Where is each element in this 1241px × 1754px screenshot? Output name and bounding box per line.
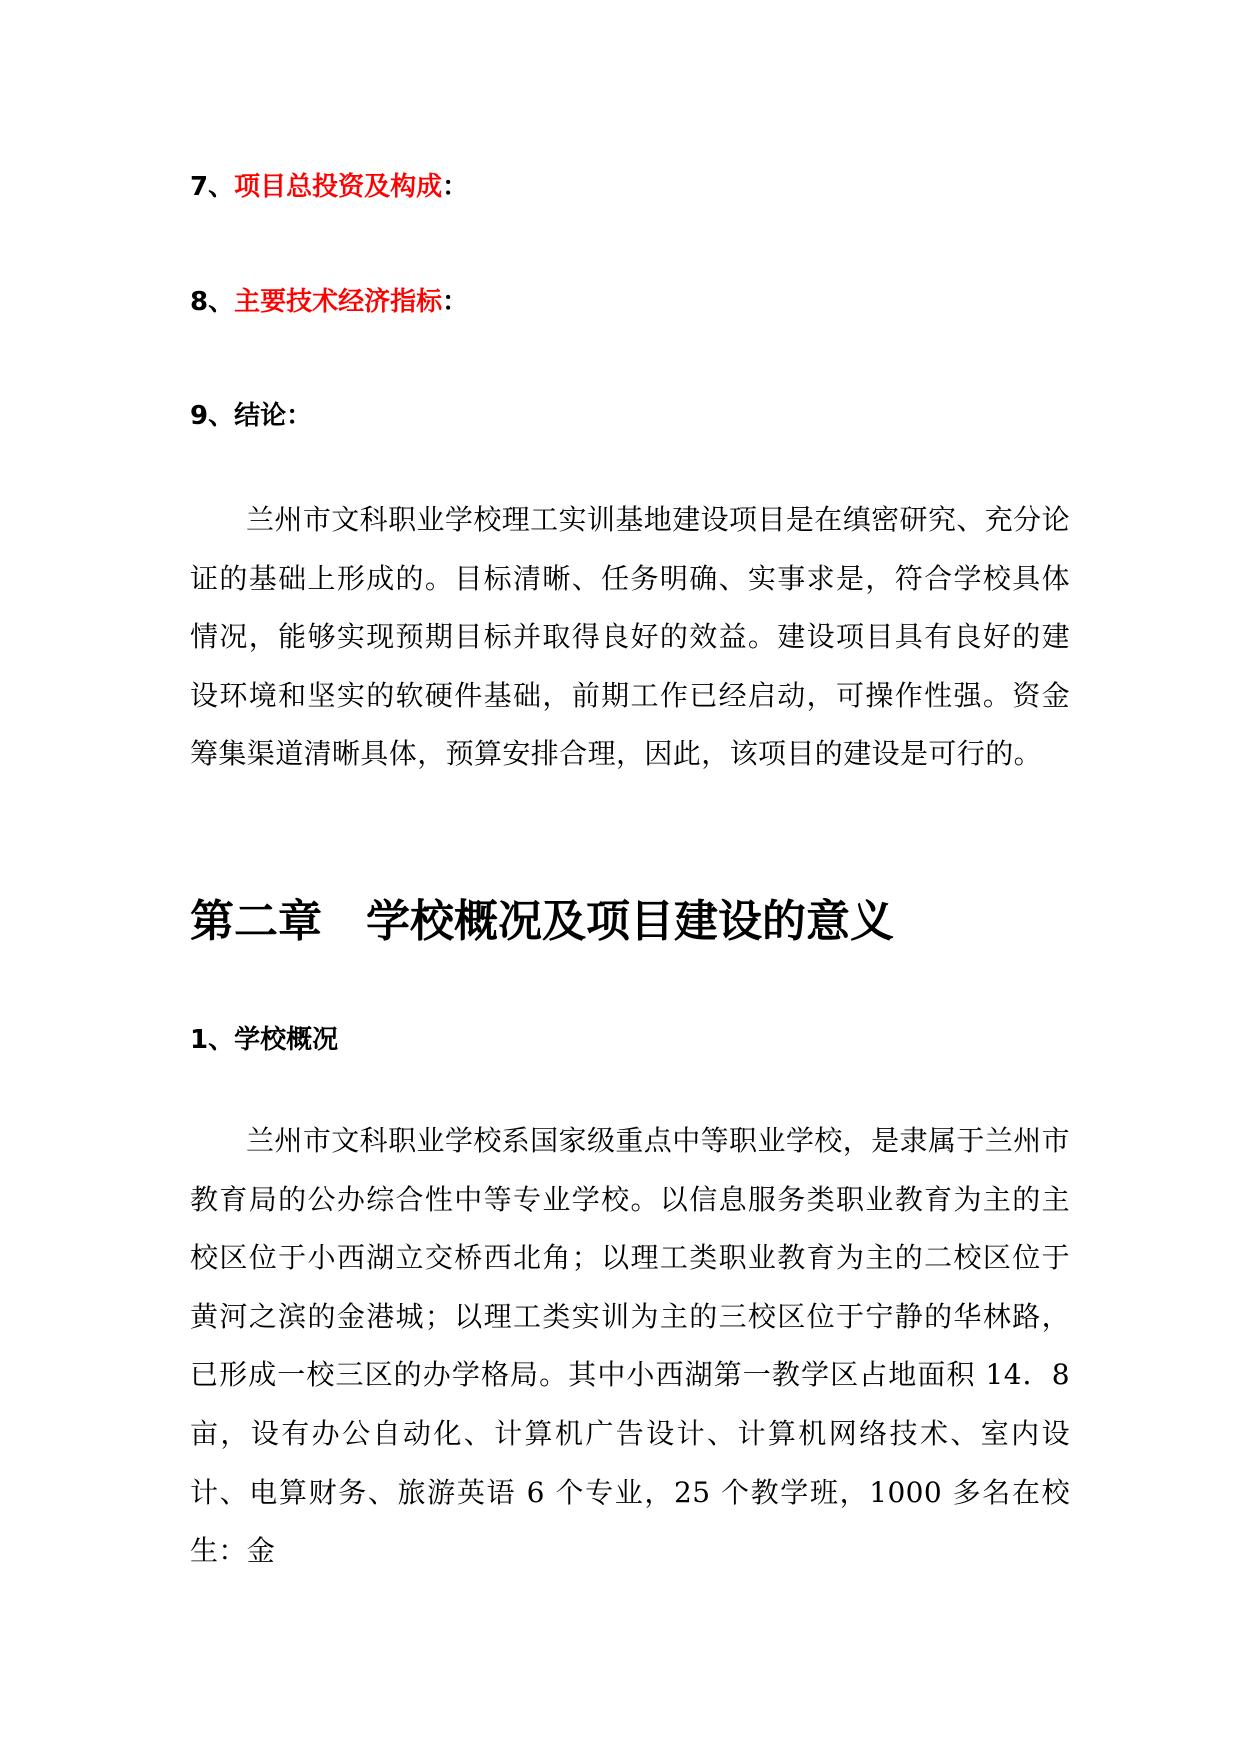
item-colon: ： (442, 172, 469, 202)
item-colon: ： (286, 401, 313, 431)
item-label: 项目总投资及构成 (234, 172, 443, 202)
item-label: 结论 (234, 401, 287, 431)
item-heading-9 (190, 401, 312, 431)
item-number: 8、 (190, 287, 235, 317)
item-heading-7 (190, 172, 468, 202)
item-number: 7、 (190, 172, 235, 202)
item-number: 9、 (190, 401, 235, 431)
item-colon: ： (442, 287, 469, 317)
item-label: 主要技术经济指标 (234, 287, 443, 317)
school-overview-paragraph: 兰州市文科职业学校系国家级重点中等职业学校，是隶属于兰州市教育局的公办综合性中等专业学校。以信息服务类职业教育为主的主校区位于小西湖立交桥西北角；以理工类职业教育为主的二校区位于黄河之滨的金港城；以理工类实训为主的三校区位于宁静的华林路，已形成一校三区的办学格局。其中小西湖第一教学区占地面积 14．8 亩，设有办公自动化、计算机广告设计、计算机网络技术、室内设计、电算财务、旅游英语 6 个专业，25 个教学班，1000 多名在校生：金 (190, 1124, 1070, 1568)
chapter-title: 第二章 学校概况及项目建设的意义 (190, 896, 894, 947)
item-heading-8 (190, 287, 468, 317)
conclusion-paragraph: 兰州市文科职业学校理工实训基地建设项目是在缜密研究、充分论证的基础上形成的。目标清晰、任务明确、实事求是，符合学校具体情况，能够实现预期目标并取得良好的效益。建设项目具有良好的建设环境和坚实的软硬件基础，前期工作已经启动，可操作性强。资金筹集渠道清晰具体，预算安排合理，因此，该项目的建设是可行的。 (190, 503, 1070, 771)
section-heading: 1、学校概况 (190, 1025, 339, 1055)
